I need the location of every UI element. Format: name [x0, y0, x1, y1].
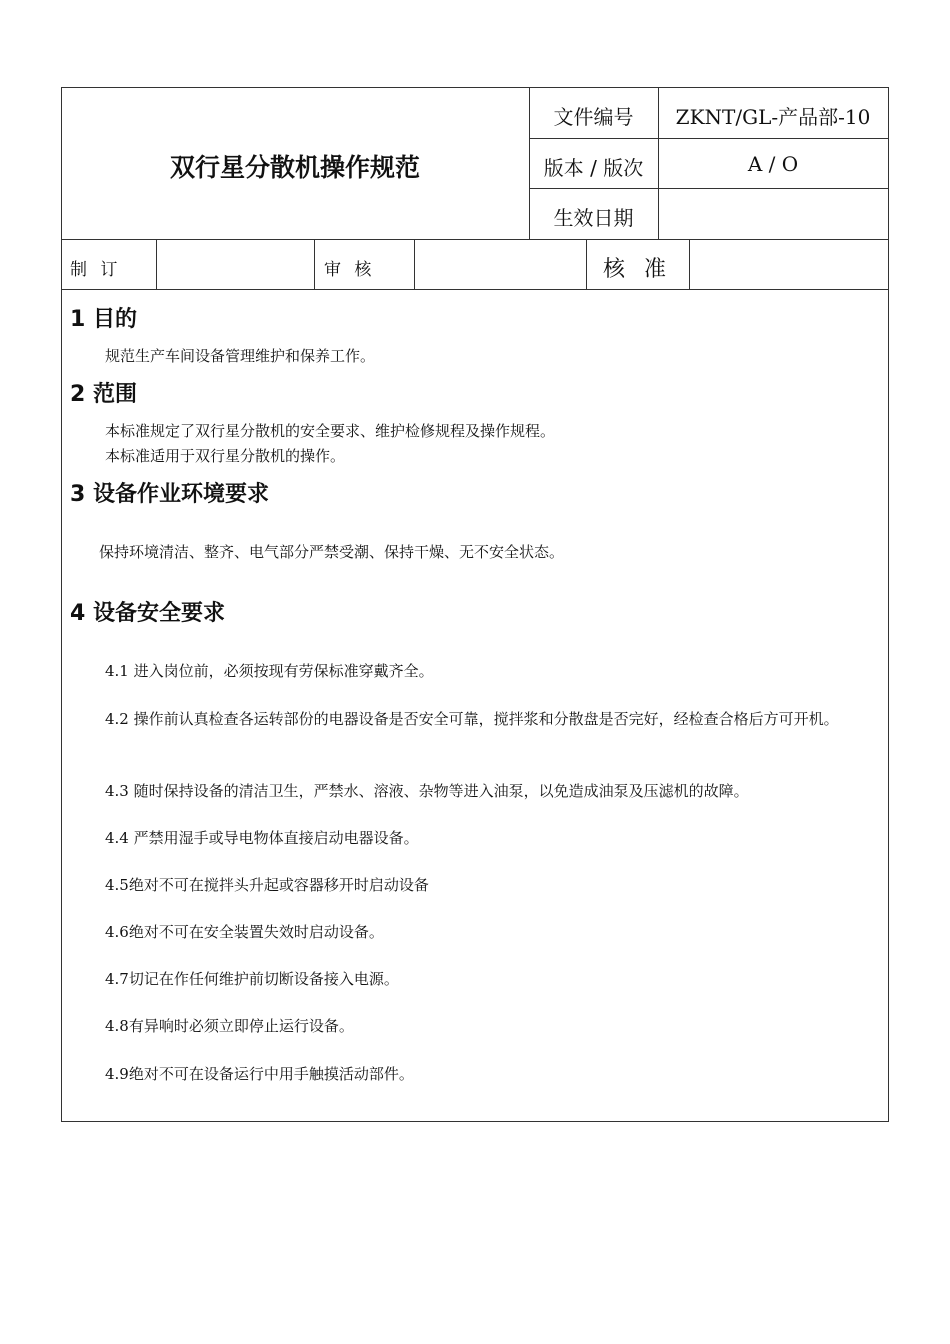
signoff-divider-5 — [689, 239, 690, 290]
list-item: 4.5绝对不可在搅拌头升起或容器移开时启动设备 — [105, 876, 429, 894]
review-label: 审 核 — [324, 260, 376, 280]
document-title: 双行星分散机操作规范 — [169, 153, 420, 182]
effective-date-label: 生效日期 — [553, 206, 634, 230]
signoff-divider-2 — [314, 239, 315, 290]
list-item: 4.6绝对不可在安全装置失效时启动设备。 — [105, 923, 384, 941]
version-label: 版本 / 版次 — [543, 156, 644, 180]
doc-number-label: 文件编号 — [553, 105, 634, 129]
header-row-line-1 — [529, 138, 888, 139]
doc-number-value: ZKNT/GL-产品部-10 — [675, 105, 871, 129]
signoff-divider-1 — [156, 239, 157, 290]
list-item: 4.4 严禁用湿手或导电物体直接启动电器设备。 — [105, 829, 419, 847]
section-line: 本标准适用于双行星分散机的操作。 — [105, 447, 346, 465]
approve-label: 核 准 — [603, 257, 672, 282]
section-line: 本标准规定了双行星分散机的安全要求、维护检修规程及操作规程。 — [105, 422, 556, 440]
signoff-divider-3 — [414, 239, 415, 290]
section-heading: 1 目的 — [70, 307, 137, 332]
section-heading: 2 范围 — [70, 382, 137, 407]
list-item: 4.8有异响时必须立即停止运行设备。 — [105, 1017, 354, 1035]
signoff-bottom-line — [61, 289, 889, 290]
list-item: 4.9绝对不可在设备运行中用手触摸活动部件。 — [105, 1065, 414, 1083]
section-line: 保持环境清洁、整齐、电气部分严禁受潮、保持干燥、无不安全状态。 — [99, 543, 565, 561]
list-item: 4.2 操作前认真检查各运转部份的电器设备是否安全可靠，搅拌浆和分散盘是否完好，经检查合格后方可开机。 — [105, 710, 839, 728]
list-item: 4.7切记在作任何维护前切断设备接入电源。 — [105, 970, 399, 988]
list-item: 4.3 随时保持设备的清洁卫生，严禁水、溶液、杂物等进入油泵，以免造成油泵及压滤机的故障。 — [105, 782, 749, 800]
draft-label: 制 订 — [70, 260, 122, 280]
version-value: A / O — [747, 152, 799, 176]
header-bottom-line — [61, 239, 889, 240]
header-row-line-2 — [529, 188, 888, 189]
list-item: 4.1 进入岗位前，必须按现有劳保标准穿戴齐全。 — [105, 662, 434, 680]
section-line: 规范生产车间设备管理维护和保养工作。 — [105, 347, 376, 365]
section-heading: 4 设备安全要求 — [70, 601, 225, 626]
section-heading: 3 设备作业环境要求 — [70, 482, 269, 507]
